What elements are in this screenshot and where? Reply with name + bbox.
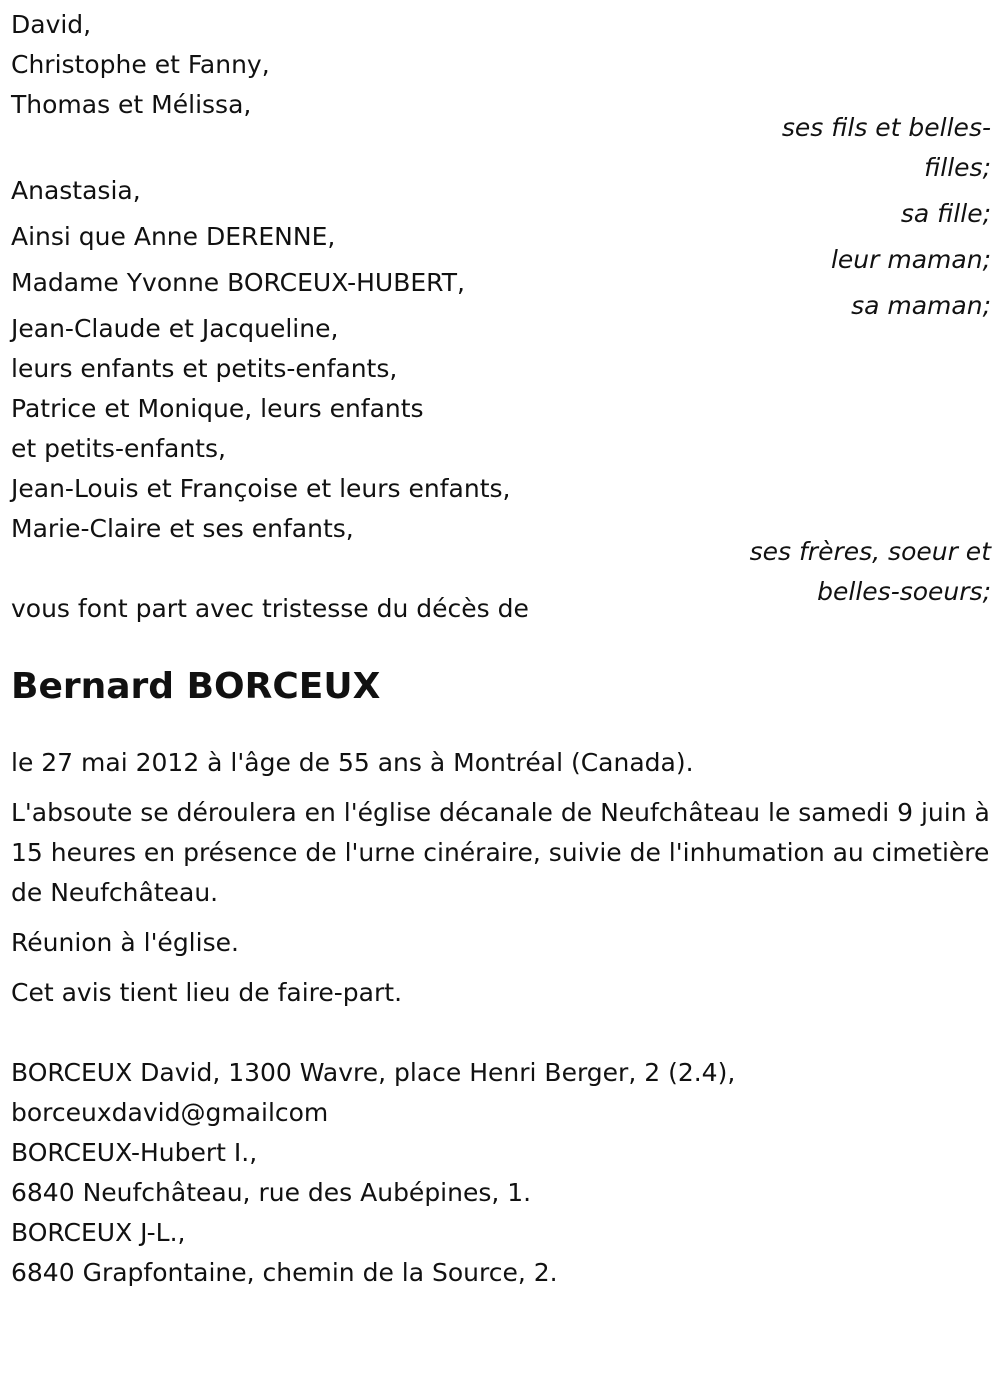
- relation-label: belles-soeurs;: [817, 577, 991, 606]
- announcement-text: vous font part avec tristesse du décès de: [11, 594, 529, 623]
- family-line: et petits-enfants,: [11, 434, 226, 463]
- relation-label: ses frères, soeur et: [749, 537, 991, 566]
- relation-label: sa fille;: [900, 199, 991, 228]
- contact-line: BORCEUX J-L.,: [11, 1218, 186, 1247]
- deceased-name: Bernard BORCEUX: [11, 666, 381, 707]
- family-line: Christophe et Fanny,: [11, 50, 270, 79]
- obituary-notice: [11, 5, 991, 1293]
- relation-label: sa maman;: [851, 291, 991, 320]
- contact-line: 6840 Neufchâteau, rue des Aubépines, 1.: [11, 1178, 532, 1207]
- family-line: Marie-Claire et ses enfants,: [11, 514, 354, 543]
- family-line: Patrice et Monique, leurs enfants: [11, 394, 424, 423]
- detail-paragraph: Cet avis tient lieu de faire-part.: [11, 978, 403, 1007]
- family-line: David,: [11, 10, 92, 39]
- family-line: Thomas et Mélissa,: [11, 90, 252, 119]
- family-line: Anastasia,: [11, 176, 141, 205]
- family-line: Ainsi que Anne DERENNE,: [11, 222, 336, 251]
- contact-line: borceuxdavid@gmailcom: [11, 1098, 329, 1127]
- contact-line: BORCEUX David, 1300 Wavre, place Henri Berger, 2 (2.4),: [11, 1058, 736, 1087]
- family-line: Jean-Claude et Jacqueline,: [11, 314, 339, 343]
- relation-label: leur maman;: [830, 245, 991, 274]
- contacts-block: [11, 1053, 991, 1293]
- contact-line: 6840 Grapfontaine, chemin de la Source, 2.: [11, 1258, 558, 1287]
- relation-label: filles;: [924, 153, 991, 182]
- siblings-block: [11, 309, 991, 612]
- sons-block: [11, 5, 991, 188]
- relation-label: ses fils et belles-: [781, 113, 991, 142]
- family-line: leurs enfants et petits-enfants,: [11, 354, 398, 383]
- contact-line: BORCEUX-Hubert I.,: [11, 1138, 258, 1167]
- detail-paragraph: le 27 mai 2012 à l'âge de 55 ans à Montréal (Canada).: [11, 748, 694, 777]
- detail-paragraph: Réunion à l'église.: [11, 928, 239, 957]
- detail-paragraph: L'absoute se déroulera en l'église décanale de Neufchâteau le samedi 9 juin à 15 heures en présence de l'urne cinéraire, suivie de l'inhumation au cimetière de Neufchâteau.: [11, 798, 990, 907]
- family-line: Jean-Louis et Françoise et leurs enfants,: [11, 474, 511, 503]
- family-line: Madame Yvonne BORCEUX-HUBERT,: [11, 268, 465, 297]
